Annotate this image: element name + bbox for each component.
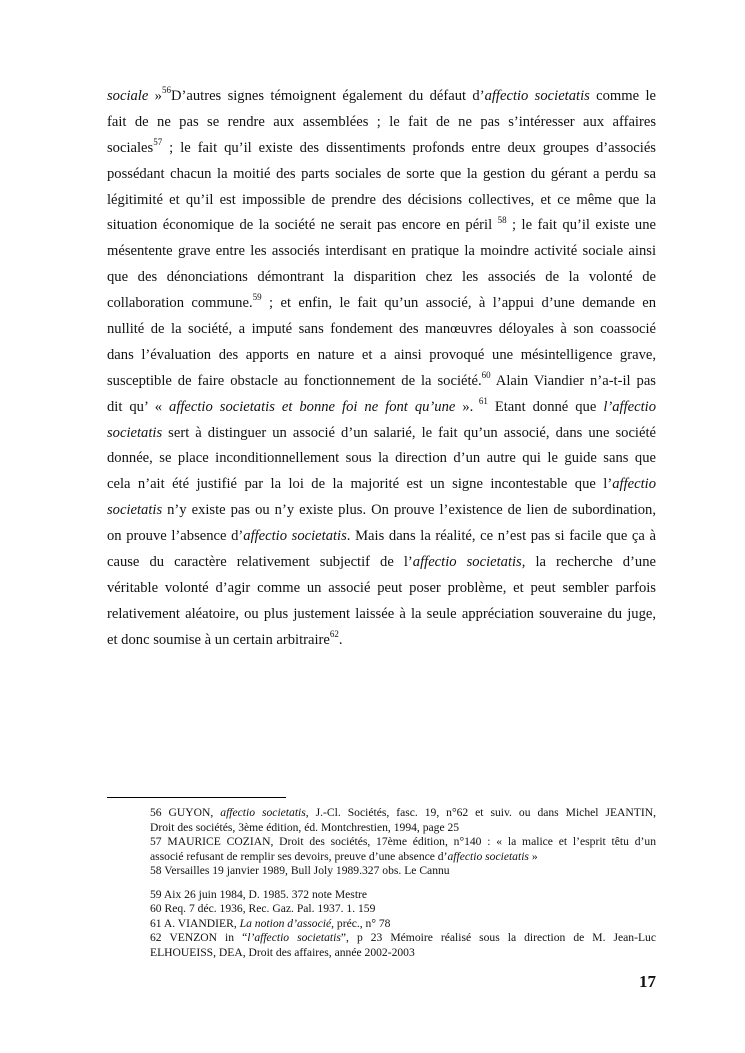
text-line (107, 343, 656, 369)
italic-text: affectio societatis (220, 806, 306, 819)
text-run: D’autres signes témoignent également du défaut d’ (170, 88, 485, 104)
text-run: Droit des sociétés, 3ème édition, éd. Montchrestien, 1994, page 25 (150, 820, 460, 834)
footnote (150, 931, 656, 960)
footnote-line (150, 835, 656, 850)
text-run: sociales (107, 139, 154, 156)
text-run: ; le fait qu’il existe une (506, 217, 656, 234)
text-run: ». (455, 398, 474, 415)
text-run: . (338, 631, 343, 648)
text-run: comme le (589, 88, 656, 104)
footnote-line (150, 931, 656, 946)
footnote-line (150, 850, 656, 865)
text-run: » (528, 849, 538, 863)
text-run: la recherche d’une (525, 554, 656, 571)
italic-text: societatis (107, 424, 163, 441)
footnote (150, 835, 656, 864)
text-run: cela n’ait été justifié par la loi de la majorité est un signe incontestable que l’ (107, 476, 613, 493)
text-run: possédant chacun la moitié des parts sociales de sorte que la gestion du gérant a perdu sa (107, 165, 656, 182)
text-run: véritable volonté d’agir comme un associé peut poser problème, et peut sembler parfois (107, 579, 656, 596)
text-line (107, 498, 656, 524)
italic-text: societatis (107, 502, 163, 519)
text-line (107, 188, 656, 214)
footnote-line (150, 888, 656, 903)
text-run: dans l’évaluation des apports en nature et a ainsi provoqué une mésintelligence grave, (107, 346, 656, 363)
footnote (150, 902, 656, 917)
footnote (150, 917, 656, 932)
footnote-ref: 62 (329, 628, 339, 639)
text-run: 62 VENZON in “ (150, 931, 248, 944)
text-run: 58 Versailles 19 janvier 1989, Bull Joly 1989.327 obs. Le Cannu (150, 864, 450, 877)
text-run: collaboration commune. (107, 295, 253, 312)
text-run: cause du caractère relativement subjectif de l’ (107, 554, 413, 571)
text-run: Etant donné que (487, 398, 604, 415)
footnote (150, 806, 656, 835)
text-run: Alain Viandier n’a-t-il pas (490, 372, 656, 389)
text-run: . Mais dans la réalité, ce n’est pas si facile que ça à (346, 528, 656, 545)
footnote-separator (107, 797, 286, 798)
footnote-line (150, 806, 656, 821)
text-line (107, 446, 656, 472)
text-run: ”, p 23 Mémoire réalisé sous la direction de M. Jean-Luc (340, 931, 656, 944)
text-line (107, 602, 656, 628)
text-run: situation économique de la société ne serait pas encore en péril (107, 217, 498, 234)
text-run: 59 Aix 26 juin 1984, D. 1985. 372 note Mestre (150, 887, 368, 901)
text-run: nullité de la société, a imputé sans fondement des manœuvres déloyales à son coassocié (107, 321, 656, 338)
text-line (107, 628, 656, 654)
text-run: 60 Req. 7 déc. 1936, Rec. Gaz. Pal. 1937. 1. 159 (150, 902, 376, 915)
footnote-ref: 56 (161, 85, 171, 96)
text-run: et donc soumise à un certain arbitraire (107, 631, 330, 648)
italic-text: affectio societatis (484, 88, 590, 104)
text-run: , préc., n° 78 (331, 916, 391, 930)
text-run: fait de ne pas se rendre aux assemblées ; le fait de ne pas s’intéresser aux affaires (107, 113, 656, 130)
italic-text: affectio (612, 476, 656, 493)
text-line (107, 576, 656, 602)
footnote-line (150, 864, 656, 879)
text-run: dit qu’ « (107, 398, 170, 415)
text-line (107, 213, 656, 239)
footnote-line (150, 917, 656, 932)
text-line (107, 369, 656, 395)
text-run: 61 A. VIANDIER, (150, 916, 240, 930)
text-run: sert à distinguer un associé d’un salarié, le fait qu’un associé, dans une société (162, 424, 656, 441)
main-paragraph (107, 84, 656, 654)
text-line (107, 239, 656, 265)
text-line (107, 550, 656, 576)
italic-text: affectio societatis, (412, 554, 526, 571)
text-line (107, 84, 656, 110)
footnote (150, 888, 656, 903)
footnotes (150, 806, 656, 960)
footnote-ref: 60 (481, 369, 491, 380)
text-run: ELHOUEISS, DEA, Droit des affaires, année 2002-2003 (150, 945, 415, 959)
text-run: n’y existe pas ou n’y existe plus. On prouve l’existence de lien de subordination, (162, 502, 656, 519)
text-run: on prouve l’absence d’ (107, 528, 244, 545)
text-line (107, 472, 656, 498)
text-run: que des dénonciations démontrant la disparition chez les associés de la volonté de (107, 269, 656, 286)
footnote-ref: 59 (252, 292, 262, 303)
text-run: susceptible de faire obstacle au fonctionnement de la société. (107, 372, 482, 389)
text-line (107, 162, 656, 188)
italic-text: affectio societatis (447, 849, 529, 863)
text-run: » (148, 88, 162, 104)
text-line (107, 524, 656, 550)
text-line (107, 421, 656, 447)
page-number: 17 (639, 972, 656, 991)
text-line (107, 110, 656, 136)
footnote-ref: 58 (497, 214, 507, 225)
footnote (150, 864, 656, 879)
italic-text: La notion d’associé (239, 916, 332, 930)
footnote-ref: 57 (153, 136, 163, 147)
text-run: mésentente grave entre les associés interdisant en pratique la moindre activité sociale ainsi (107, 243, 656, 260)
text-run: ; le fait qu’il existe des dissentiments profonds entre deux groupes d’associés (162, 139, 656, 156)
footnote-line (150, 946, 656, 961)
italic-text: l’affectio societatis (247, 931, 341, 944)
text-line (107, 317, 656, 343)
italic-text: sociale (107, 88, 149, 104)
italic-text: affectio societatis (243, 528, 347, 545)
footnote-gap (150, 879, 656, 888)
footnote-ref: 61 (473, 395, 488, 406)
text-run: , J.-Cl. Sociétés, fasc. 19, n°62 et suiv. ou dans Michel JEANTIN, (305, 806, 656, 819)
italic-text: l’affectio (603, 398, 656, 415)
text-run: ; et enfin, le fait qu’un associé, à l’appui d’une demande en (261, 295, 657, 312)
text-line (107, 265, 656, 291)
text-line (107, 136, 656, 162)
footnote-line (150, 821, 656, 836)
text-run: 56 GUYON, (150, 806, 221, 819)
text-run: 57 MAURICE COZIAN, Droit des sociétés, 17ème édition, n°140 : « la malice et l’esprit têtu d’un (150, 835, 656, 848)
footnote-line (150, 902, 656, 917)
text-line (107, 395, 656, 421)
text-line (107, 291, 656, 317)
text-run: légitimité et qu’il est impossible de prendre des décisions collectives, et ce même que la (107, 191, 656, 208)
text-run: associé refusant de remplir ses devoirs, preuve d’une absence d’ (150, 849, 448, 863)
italic-text: affectio societatis et bonne foi ne font qu’une (169, 398, 456, 415)
text-run: donnée, se place inconditionnellement sous la direction d’un autre qui le guide sans que (107, 450, 656, 467)
text-run: relativement aléatoire, ou plus justement laissée à la seule appréciation souveraine du juge, (107, 605, 656, 622)
